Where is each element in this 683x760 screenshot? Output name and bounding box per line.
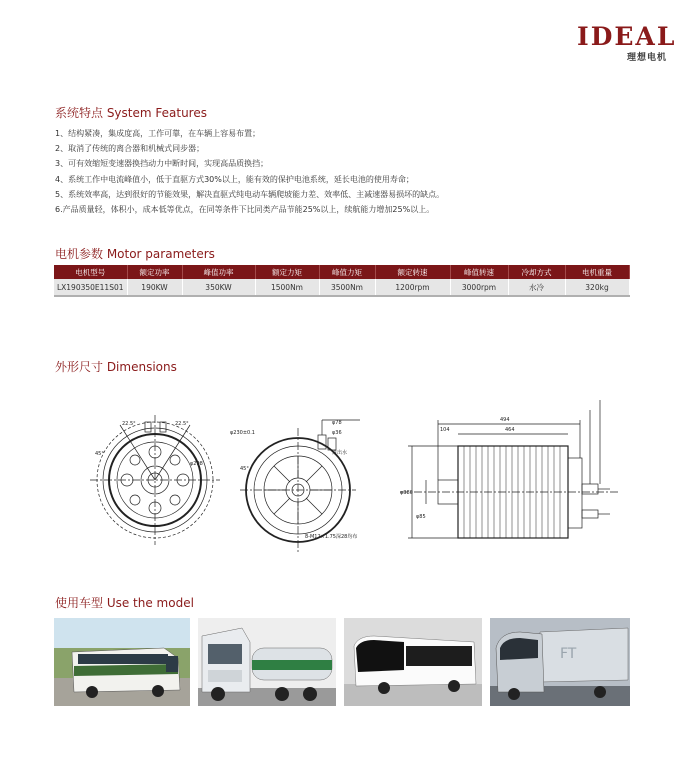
front-view-drawing bbox=[90, 415, 220, 545]
table-header: 电机型号 bbox=[54, 265, 127, 279]
table-row bbox=[54, 279, 629, 296]
dimensions-title: 外形尺寸 Dimensions bbox=[55, 360, 177, 374]
table-header: 峰值功率 bbox=[182, 265, 255, 279]
brand-name: IDEAL bbox=[577, 22, 677, 51]
side-view-drawing bbox=[240, 420, 360, 552]
diameter-label: φ230±0.1 bbox=[230, 430, 255, 436]
table-cell: 190KW bbox=[127, 279, 182, 296]
table-header: 额定转速 bbox=[375, 265, 450, 279]
feature-item: 4、系统工作中电流峰值小，低于直驱方式30%以上，能有效的保护电池系统，延长电池的使用寿命； bbox=[55, 174, 414, 184]
trailer-graphic: FT bbox=[560, 646, 577, 662]
lateral-view-drawing bbox=[400, 400, 620, 538]
angle-label: 22.5° bbox=[122, 421, 136, 427]
table-header: 电机重量 bbox=[565, 265, 629, 279]
table-header-row bbox=[54, 265, 629, 279]
feature-item: 3、可有效缩短变速器换挡动力中断时间，实现高品质换挡； bbox=[55, 159, 269, 169]
table-cell: 1500Nm bbox=[255, 279, 319, 296]
vehicle-photos bbox=[54, 618, 630, 706]
table-cell: 320kg bbox=[565, 279, 629, 296]
height-label: φ85 bbox=[416, 514, 426, 520]
vehicles-title: 使用车型 Use the model bbox=[55, 596, 194, 610]
length-label: 104 bbox=[440, 427, 450, 433]
diameter-label: φ78 bbox=[332, 420, 342, 426]
table-cell: LX190350E11S01 bbox=[54, 279, 127, 296]
brand-logo bbox=[577, 22, 677, 63]
table-cell: 1200rpm bbox=[375, 279, 450, 296]
length-label: 494 bbox=[500, 417, 510, 423]
features-title: 系统特点 System Features bbox=[55, 106, 207, 120]
table-cell: 3000rpm bbox=[450, 279, 508, 296]
feature-item: 1、结构紧凑，集成度高，工作可靠，在车辆上容易布置； bbox=[55, 129, 261, 138]
feature-item: 2、取消了传统的离合器和机械式同步器； bbox=[55, 144, 205, 154]
table-header: 峰值转速 bbox=[450, 265, 508, 279]
height-label: φ380 bbox=[400, 490, 413, 496]
table-header: 额定力矩 bbox=[255, 265, 319, 279]
feature-item: 5、系统效率高，达到很好的节能效果，解决直驱式纯电动车辆爬坡能力差、效率低、主减速器易损坏的缺点。 bbox=[55, 189, 445, 199]
angle-label: 22.5° bbox=[175, 421, 189, 427]
length-label: 464 bbox=[505, 427, 515, 433]
motor-parameters-table bbox=[54, 265, 630, 297]
vehicle-photo-bus bbox=[54, 618, 190, 706]
angle-label: 45° bbox=[240, 466, 249, 472]
thread-note: 8-M12×1.75深28均布 bbox=[305, 534, 358, 540]
vehicle-photo-semi-truck bbox=[490, 618, 630, 706]
table-header: 额定功率 bbox=[127, 265, 182, 279]
features-list bbox=[55, 126, 615, 217]
feature-item: 6.产品质量轻，体积小，成本低等优点，在同等条件下比同类产品节能25%以上，续航能力增加25%以上。 bbox=[55, 205, 435, 215]
vehicle-photo-tanker bbox=[198, 618, 336, 706]
vehicle-photo-city-bus bbox=[344, 618, 482, 706]
diameter-label: φ36 bbox=[332, 430, 342, 436]
table-header: 冷却方式 bbox=[508, 265, 565, 279]
table-cell: 3500Nm bbox=[319, 279, 375, 296]
dimension-drawings bbox=[60, 380, 620, 555]
brand-subtitle: 理想电机 bbox=[626, 53, 667, 63]
water-note: 进出水 bbox=[332, 450, 348, 456]
angle-label: 45° bbox=[95, 451, 104, 457]
diameter-label: φ298 bbox=[190, 461, 203, 467]
table-cell: 350KW bbox=[182, 279, 255, 296]
table-header: 峰值力矩 bbox=[319, 265, 375, 279]
params-title: 电机参数 Motor parameters bbox=[55, 247, 215, 261]
table-cell: 水冷 bbox=[508, 279, 565, 296]
